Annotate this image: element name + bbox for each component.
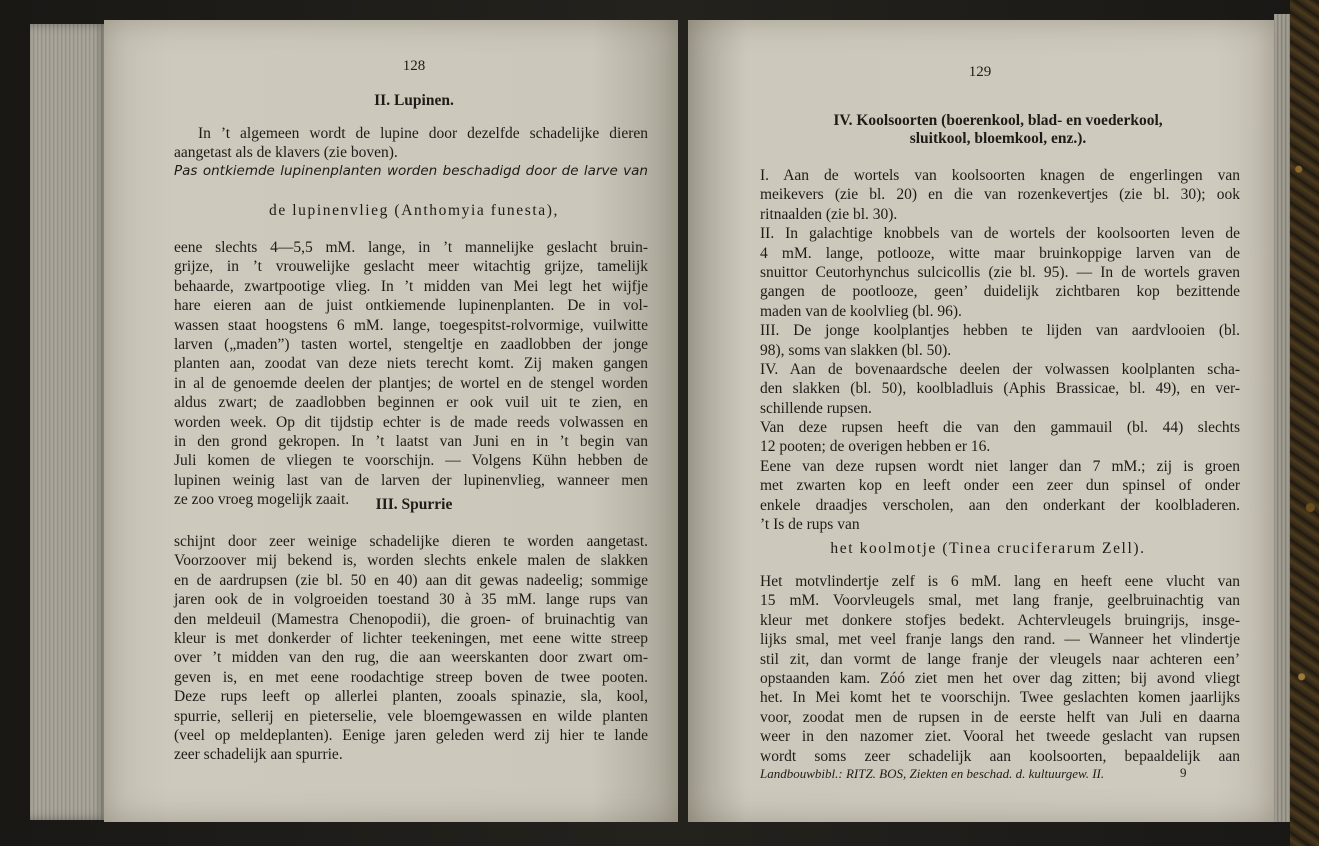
text-line: aangetast als de klavers (zie boven). [174,144,398,161]
text-line: Van deze rupsen heeft die van den gammauil (bl. 44) slechts [760,419,1240,437]
text-line: eene slechts 4—5,5 mM. lange, in ’t mannelijke geslacht bruin- [174,239,648,256]
text-line: snuittor Ceutorhynchus sulcicollis (zie bl. 95). — In de wortels graven [760,263,1240,281]
text-line: III. De jonge koolplantjes hebben te lijden van aardvlooien (bl. [760,322,1240,340]
left-page-stack-edge [30,24,108,820]
text-line: II. In galachtige knobbels van de wortels der koolsoorten leven de [760,225,1240,243]
text-line: gangen de pootlooze, geen’ duidelijk zichtbaren kop bezittende [760,283,1240,301]
text-line: wassen staat hoogstens 6 mM. lange, toegespitst-rolvormige, vuilwitte [174,316,648,334]
text-line: schijnt door zeer weinige schadelijke dieren te worden aangetast. [174,533,648,550]
text-line: (veel op meldeplanten). Eenige jaren geleden werd zij hier te lande [174,726,648,744]
text-line: worden week. Op dit tijdstip echter is de made reeds volwassen en [174,413,648,431]
text-line: meikevers (zie bl. 20) en die van rozenkevertjes (zie bl. 30); ook [760,186,1240,204]
lupinen-body-paragraph [174,238,648,509]
section-heading-koolsoorten: IV. Koolsoorten (boerenkool, blad- en voederkool, [833,112,1163,129]
text-line: zeer schadelijk aan spurrie. [174,746,343,764]
text-line: Pas ontkiemde lupinenplanten worden beschadigd door de larve van [174,163,648,180]
koolsoorten-body-paragraph [760,166,1240,534]
section-heading-spurrie: III. Spurrie [375,496,453,513]
right-page [688,20,1274,822]
text-line: planten aan, zoodat van deze niets terecht komt. Zij maken gangen [174,355,648,373]
text-line: weer in den nazomer ziet. Vooral het tweede geslacht van rupsen [760,728,1240,746]
section-heading-lupinen: II. Lupinen. [374,92,454,109]
text-line: geven is, en met eene roodachtige streep boven de twee pooten. [174,668,648,686]
text-line: grijze, in ’t vrouwelijke geslacht meer witachtig grijze, tamelijk [174,258,648,276]
text-line: opstaanden kam. Zóó ziet men het over dag zitten; bij avond vliegt [760,669,1240,687]
intro-paragraph [198,124,648,143]
text-line: en de aardrupsen (zie bl. 50 en 40) aan dit gewas nadeelig; sommige [174,571,648,589]
text-line: IV. Aan de bovenaardsche deelen der volwassen koolplanten scha- [760,360,1240,378]
koolmotje-body-paragraph [760,572,1240,766]
text-line: behaarde, zwartpootige vlieg. In ’t midden van Mei legt het wijfje [174,277,648,295]
text-line: den meldeuil (Mamestra Chenopodii), die groen- of bruinachtig van [174,610,648,628]
signature-mark: 9 [1180,765,1187,780]
text-line: kleur is met donkerder of lichter teekeningen, met eene witte streep [174,629,648,647]
text-line: kleur met donkere stofjes bedekt. Achtervleugels bruingrijs, insge- [760,611,1240,629]
text-line: Deze rups leeft op allerlei planten, zooals spinazie, sla, kool, [174,688,648,706]
text-line: schillende rupsen. [760,399,872,417]
text-line: I. Aan de wortels van koolsoorten knagen de engerlingen van [760,167,1240,184]
text-line: voor, zoodat men de rupsen in de eerste helft van Juli en daarna [760,708,1240,726]
text-line: 15 mM. Voorvleugels smal, met lang franje, geelbruinachtig van [760,592,1240,610]
spurrie-body-paragraph [174,532,648,765]
marbled-cover-edge [1290,0,1319,846]
text-line: maden van de koolvlieg (bl. 96). [760,302,962,320]
text-line: hare eieren aan de juist ontkiemende lupinenplanten. De in vol- [174,297,648,315]
text-line: over ’t midden van den rug, die aan weerskanten door zwart om- [174,649,648,667]
text-line: 12 pooten; de overigen hebben er 16. [760,438,991,456]
text-line: ’t Is de rups van [760,516,860,534]
text-line: In ’t algemeen wordt de lupine door dezelfde schadelijke dieren [198,125,648,142]
text-line: aldus zwart; de zaadlobben beginnen er ook vuil uit te zien, en [174,394,648,412]
text-line: wordt soms zeer schadelijk aan koolsoorten, bepaaldelijk aan [760,747,1240,765]
text-line: lijks smal, met veel franje langs den rand. — Wanneer het vlindertje [760,631,1240,649]
right-page-stack-edge [1274,14,1290,822]
text-line: den slakken (bl. 50), koolbladluis (Aphis Brassicae, bl. 49), en ver- [760,380,1240,398]
right-page-number: 129 [968,64,992,80]
text-line: in den grond gekropen. In ’t laatst van Juni en in ’t begin van [174,432,648,450]
text-line: enkele draadjes verscholen, aan den onderkant der koolbladeren. [760,496,1240,514]
text-line: Het motvlindertje zelf is 6 mM. lang en heeft eene vlucht van [760,573,1240,590]
text-line: met zwarten kop en leeft onder een zeer dun spinsel of onder [760,477,1240,495]
text-line: spurrie, sellerij en pieterselie, vele bloemgewassen en wilde planten [174,707,648,725]
text-line: Voorzoover mij bekend is, worden slechts enkele malen de slakken [174,552,648,570]
text-line: stil zit, dan vormt de lange franje der vleugels naar achteren een’ [760,650,1240,668]
page-footer: Landbouwbibl.: RITZ. BOS, Ziekten en beschad. d. kultuurgew. II. [760,766,1105,781]
left-page-number: 128 [402,58,426,74]
text-line: ritnaalden (zie bl. 30). [760,205,898,223]
koolmotje-title: het koolmotje (Tinea cruciferarum Zell). [830,540,1146,557]
text-line: jaren ook de in volgroeiden toestand 30 à 35 mM. lange rups van [174,591,648,609]
text-line: ze zoo vroeg mogelijk zaait. [174,491,350,509]
text-line: larven („maden”) tasten wortel, stengeltje en zaadlobben der jonge [174,335,648,353]
text-line: het. In Mei komt het te voorschijn. Twee geslachten komen jaarlijks [760,689,1240,707]
lupinenvlieg-title: de lupinenvlieg (Anthomyia funesta), [268,202,560,219]
text-line: lupinen weinig last van de larven der lupinenvlieg, wanneer men [174,471,648,489]
text-line: in al de genoemde deelen der plantjes; de wortel en de stengel worden [174,374,648,392]
text-line: 4 mM. lange, potlooze, witte maar bruinkoppige larven van de [760,244,1240,262]
intro-paragraph-cont [174,143,648,182]
text-line: Eene van deze rupsen wordt niet langer dan 7 mM.; zij is groen [760,457,1240,475]
text-line: Juli komen de vliegen te voorschijn. — Volgens Kühn hebben de [174,452,648,470]
left-page [104,20,678,822]
section-heading-koolsoorten-cont: sluitkool, bloemkool, enz.). [909,130,1087,147]
text-line: 98), soms van slakken (bl. 50). [760,341,952,359]
